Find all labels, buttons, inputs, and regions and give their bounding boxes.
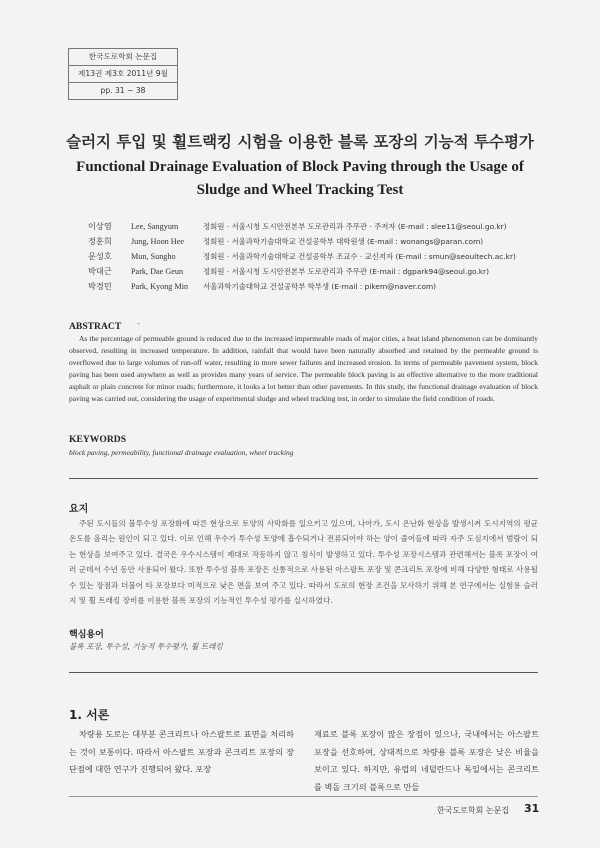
author-name-en: Park, Dae Geun — [131, 267, 184, 276]
section-divider — [69, 478, 538, 479]
author-row — [0, 264, 600, 279]
journal-issue: 제13권 제3호 2011년 9월 — [69, 65, 177, 82]
author-affiliation: 정회원 · 서울과학기술대학교 건설공학부 대학원생 (E-mail : wonangs@paran.com) — [203, 237, 484, 246]
author-row — [0, 279, 600, 294]
journal-name: 한국도로학회 논문집 — [88, 52, 158, 61]
abstract-mark: ˴ — [137, 318, 141, 329]
introduction-heading: 1. 서론 — [69, 708, 110, 722]
keywords-text: block paving, permeability, functional drainage evaluation, wheel tracking — [69, 448, 294, 457]
title-english-line1: Functional Drainage Evaluation of Block Paving through the Usage of — [76, 159, 524, 175]
yoji-text: 주된 도시들의 불투수성 포장화에 따른 현상으로 토양의 사막화를 일으키고 있으며, 나아가, 도시 온난화 현상을 발생시켜 도시지역의 평균 온도를 올리는 원인이 되고 있다. 이로 인해 우수가 투수성 토양에 흡수되거나 전류되어야 하는 양이 줄어들에 따라 자주 도심지에서 범람이 되는 현상을 보여주고 있다. 결국은 우수시스템이 제대로 작동하지 않고 침식이 발생하고 있다. 투수성 포장시스템과 관련해서는 블록 포장이 여러 군데서 수년 동안 사용되어 왔다. 또한 투수성 블록 포장은 신통적으로 사용된 아스팔트 포장 및 콘크리트 포장에 비해 다양한 형태로 사용될 수 있는 장점과 더불어 타 포장보다 미적으로 낮은 면을 보여 주고 있다. 따라서 도로의 현장 조건을 모사하기 위해 본 연구에서는 실험용 슬러지 및 휠 트래킹 장비를 이용한 블록 포장의 기능적인 투수성 평가를 실시하였다. — [69, 519, 538, 606]
author-row — [0, 219, 600, 234]
author-affiliation: 정회원 · 서울시청 도시안전본부 도로관리과 주무관 (E-mail : dgpark94@seoul.go.kr) — [203, 267, 489, 276]
author-name-en: Lee, Sangyum — [131, 222, 179, 231]
author-name-ko: 이상염 — [88, 221, 112, 231]
author-name-ko: 박대근 — [88, 266, 112, 276]
introduction-column-right: 재료로 블록 포장이 많은 장점이 있으나, 국내에서는 아스팔트 포장을 선호하여, 상대적으로 차량용 블록 포장은 낮은 비율을 보이고 있다. 하지만, 유럽의 네덜란드나 독일에서는 콘크리트를 벽돌 크기의 블록으로 만들 — [314, 729, 539, 792]
author-row — [0, 234, 600, 249]
keywords-ko-text: 블록 포장, 투수성, 기능적 투수평가, 휠 트래킹 — [69, 642, 223, 651]
yoji-heading: 요지 — [69, 504, 89, 515]
journal-pages: pp. 31 ~ 38 — [69, 82, 177, 99]
abstract-text: As the percentage of permeable ground is reduced due to the increased impermeable roads of major cities, a heat island phenomenon can be dominantly observed, resulting in increased temperature. In addition, rainfall that would have been naturally absorbed and retained by the permeable ground is overflowed due to large volumes of run-off water, resulting in more sewer failures and increased erosion. In terms of permeable pavement system, block paving has been used anywhere as well as provides many years of service. The permeable block paving is an effective alternative to the more traditional asphalt or plain concrete for minor roads; furthermore, it looks a lot better than other pavements. In this study, the functional drainage evaluation of block paving was carried out, considering the usage of experimental sludge and wheel tracking test, in order to simulate the field condition of roads. — [69, 334, 538, 404]
keywords-heading: KEYWORDS — [69, 434, 127, 445]
footer-page-number: 31 — [524, 802, 540, 815]
author-affiliation: 정회원 · 서울과학기술대학교 건설공학부 조교수 · 교신저자 (E-mail : smun@seoultech.ac.kr) — [203, 252, 516, 261]
author-name-en: Jung, Hoon Hee — [131, 237, 184, 246]
introduction-column-left: 차량용 도로는 대부분 콘크리트나 아스팔트로 표면을 처리하는 것이 보통이다. 따라서 아스팔트 포장과 콘크리트 포장의 장단점에 대한 연구가 진행되어 왔다. 포장 — [69, 729, 294, 774]
title-english-line2: Sludge and Wheel Tracking Test — [196, 182, 404, 198]
title-korean: 슬러지 투입 및 휠트랙킹 시험을 이용한 블록 포장의 기능적 투수평가 — [66, 133, 534, 151]
author-name-ko: 정훈희 — [88, 236, 112, 246]
author-affiliation: 서울과학기술대학교 건설공학부 학부생 (E-mail : pikem@naver.com) — [203, 282, 437, 291]
abstract-heading: ABSTRACT — [69, 321, 122, 332]
author-name-ko: 문성호 — [88, 251, 112, 261]
keywords-ko-heading: 핵심용어 — [69, 630, 104, 640]
section-divider — [69, 672, 538, 673]
author-affiliation: 정회원 · 서울시청 도시안전본부 도로관리과 주무관 · 주저자 (E-mail : slee11@seoul.go.kr) — [203, 222, 507, 231]
author-name-en: Park, Kyong Min — [131, 282, 189, 291]
footer-divider — [69, 796, 538, 797]
footer-journal-name: 한국도로학회 논문집 — [437, 806, 510, 815]
author-row — [0, 249, 600, 264]
author-name-ko: 박경민 — [88, 281, 112, 291]
journal-info-box — [68, 48, 178, 100]
author-name-en: Mun, Sungho — [131, 252, 176, 261]
